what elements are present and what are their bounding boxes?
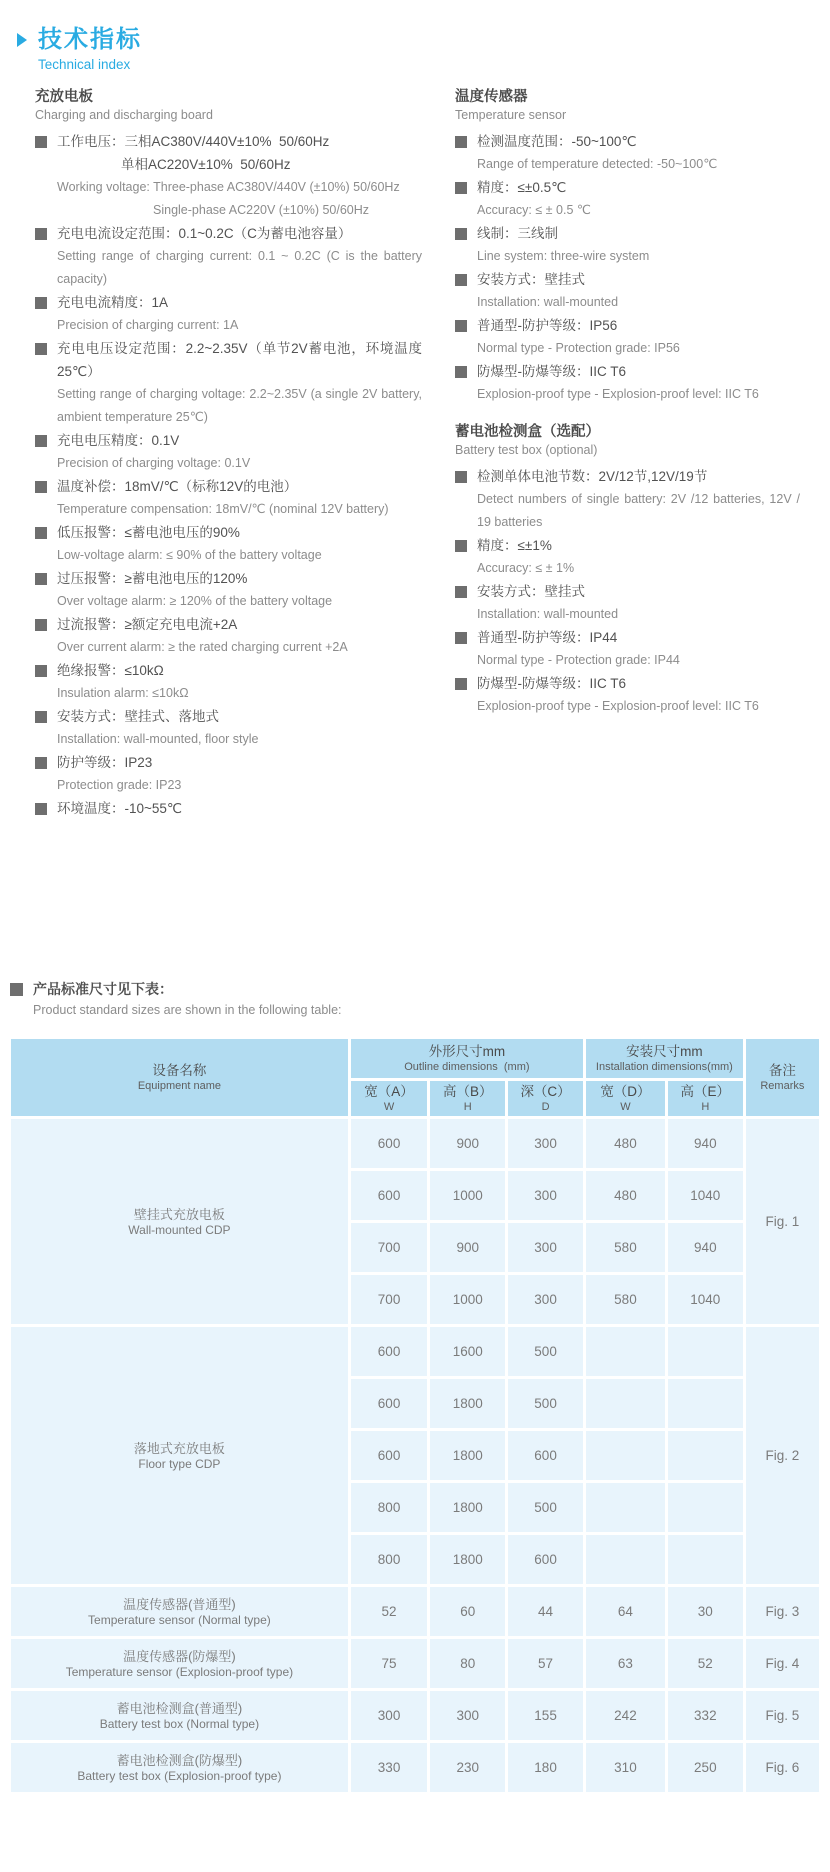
dimension-cell: 1800	[429, 1534, 507, 1586]
bullet-icon	[455, 136, 467, 148]
spec-item	[455, 130, 800, 176]
th-height-e-cn: 高（E）	[680, 1084, 731, 1099]
spec-line-cn	[35, 291, 422, 314]
equipment-name-en: Floor type CDP	[138, 1456, 221, 1471]
dimension-cell: 600	[349, 1326, 428, 1378]
equipment-name-cn: 落地式充放电板	[133, 1440, 225, 1456]
spec-cn-text: 充电电压设定范围：2.2~2.35V（单节2V蓄电池，环境温度25℃）	[57, 341, 422, 379]
spec-item	[455, 465, 800, 534]
th-height-e	[666, 1080, 744, 1118]
spec-cn-text: 精度：≤±0.5℃	[477, 180, 567, 195]
table-row	[10, 1638, 821, 1690]
dimension-cell: 60	[429, 1586, 507, 1638]
bullet-icon	[455, 471, 467, 483]
spec-line-cn	[455, 672, 800, 695]
dimension-cell: 600	[507, 1534, 585, 1586]
th-equipment-name	[10, 1038, 350, 1118]
section-title-cn: 充放电板	[35, 89, 93, 105]
spec-line-en: Precision of charging current: 1A	[57, 318, 239, 332]
spec-cn-text: 工作电压：三相AC380V/440V±10% 50/60Hz	[57, 134, 330, 149]
table-row	[10, 1586, 821, 1638]
dimension-cell: 500	[507, 1482, 585, 1534]
th-remarks-cn: 备注	[768, 1063, 796, 1078]
dimension-cell: 300	[507, 1222, 585, 1274]
spec-line-en: Installation: wall-mounted, floor style	[57, 732, 259, 746]
th-width-d	[584, 1080, 666, 1118]
spec-item	[455, 268, 800, 314]
th-remarks	[744, 1038, 820, 1118]
spec-cn-text: 安装方式：壁挂式、落地式	[57, 709, 219, 724]
spec-line-cn	[455, 626, 800, 649]
spec-item	[35, 222, 422, 291]
spec-line-cn	[455, 360, 800, 383]
size-table-body	[10, 1118, 821, 1794]
spec-cn-text: 充电电流精度：1A	[57, 295, 169, 310]
dimension-cell: 63	[584, 1638, 666, 1690]
dimension-cell	[666, 1534, 744, 1586]
th-height-b-cn: 高（B）	[442, 1084, 493, 1099]
spec-line-cn	[35, 475, 422, 498]
dimension-cell: 250	[666, 1742, 744, 1794]
table-row	[10, 1690, 821, 1742]
spec-cn-text: 普通型-防护等级：IP56	[477, 318, 618, 333]
spec-section	[455, 422, 800, 718]
th-width-a-en: W	[383, 1101, 395, 1113]
spec-line-cn	[35, 222, 422, 245]
bullet-icon	[35, 619, 47, 631]
bullet-icon	[35, 481, 47, 493]
size-table	[8, 1036, 822, 1795]
th-depth-c	[507, 1080, 585, 1118]
bullet-icon	[455, 540, 467, 552]
remark-cell: Fig. 1	[744, 1118, 820, 1326]
bullet-icon	[35, 527, 47, 539]
spec-item	[35, 130, 422, 222]
dimension-cell: 1800	[429, 1482, 507, 1534]
dimension-cell: 600	[507, 1430, 585, 1482]
spec-item	[35, 797, 422, 820]
spec-item	[455, 360, 800, 406]
dimension-cell: 332	[666, 1690, 744, 1742]
equipment-name-cn: 温度传感器(防爆型)	[123, 1648, 236, 1664]
spec-line-en: Installation: wall-mounted	[477, 295, 619, 309]
bullet-icon	[35, 665, 47, 677]
spec-line-cn	[455, 130, 800, 153]
spec-column-right	[455, 87, 800, 820]
dimension-cell: 700	[349, 1222, 428, 1274]
dimension-cell: 330	[349, 1742, 428, 1794]
dimension-cell	[666, 1430, 744, 1482]
spec-cn-text: 充电电流设定范围：0.1~0.2C（C为蓄电池容量）	[57, 226, 352, 241]
spec-line-en: Over current alarm: ≥ the rated charging current +2A	[57, 640, 348, 654]
spec-cn-text: 充电电压精度：0.1V	[57, 433, 180, 448]
spec-line-en: Normal type - Protection grade: IP56	[477, 341, 680, 355]
spec-line-en: Explosion-proof type - Explosion-proof level: IIC T6	[477, 387, 759, 401]
spec-line-en: Temperature compensation: 18mV/℃ (nominal 12V battery)	[57, 502, 389, 516]
dimension-cell: 1800	[429, 1378, 507, 1430]
spec-cn-text: 防护等级：IP23	[57, 755, 153, 770]
bullet-icon	[455, 182, 467, 194]
dimension-cell: 1040	[666, 1170, 744, 1222]
spec-item	[35, 567, 422, 613]
table-header-row-1	[10, 1038, 821, 1080]
th-depth-c-cn: 深（C）	[520, 1084, 571, 1099]
dimension-cell: 75	[349, 1638, 428, 1690]
spec-line-en: Low-voltage alarm: ≤ 90% of the battery voltage	[57, 548, 322, 562]
dimension-cell: 600	[349, 1170, 428, 1222]
dimension-cell	[584, 1534, 666, 1586]
th-install-en: Installation dimensions(mm)	[595, 1061, 733, 1073]
spec-cn-text: 安装方式：壁挂式	[477, 272, 585, 287]
dimension-cell: 155	[507, 1690, 585, 1742]
th-width-d-cn: 宽（D）	[600, 1084, 651, 1099]
page-title-en: Technical index	[38, 57, 131, 72]
section-title-en: Battery test box (optional)	[455, 443, 598, 457]
section-title-en: Temperature sensor	[455, 108, 567, 122]
size-table-header	[10, 1038, 821, 1118]
spec-cn-text: 低压报警：≤蓄电池电压的90%	[57, 525, 240, 540]
dimension-cell	[584, 1326, 666, 1378]
spec-item	[455, 534, 800, 580]
spec-line-cn	[455, 314, 800, 337]
th-height-e-en: H	[701, 1101, 710, 1113]
spec-line-en: Accuracy: ≤ ± 1%	[477, 561, 575, 575]
th-width-d-en: W	[620, 1101, 631, 1113]
spec-line-cn	[35, 337, 422, 383]
dimension-cell	[666, 1378, 744, 1430]
dimension-cell: 52	[666, 1638, 744, 1690]
spec-line-en: Setting range of charging current: 0.1 ~ 0.2C (C is the battery capacity)	[57, 249, 422, 286]
dimension-cell: 940	[666, 1222, 744, 1274]
spec-line-en: Setting range of charging voltage: 2.2~2.35V (a single 2V battery, ambient temperature 25℃)	[57, 387, 422, 424]
bullet-icon	[455, 274, 467, 286]
th-height-b	[429, 1080, 507, 1118]
bullet-icon	[455, 586, 467, 598]
spec-line-cn	[35, 613, 422, 636]
dimension-cell: 500	[507, 1378, 585, 1430]
spec-item	[35, 613, 422, 659]
dimension-cell: 180	[507, 1742, 585, 1794]
spec-cn-text: 精度：≤±1%	[477, 538, 552, 553]
spec-cn-text: 普通型-防护等级：IP44	[477, 630, 618, 645]
dimension-cell	[584, 1378, 666, 1430]
equipment-name-en: Wall-mounted CDP	[128, 1222, 231, 1237]
section-heading	[455, 87, 800, 124]
section-arrow-icon	[17, 33, 27, 47]
th-height-b-en: H	[463, 1101, 472, 1113]
dimension-cell: 242	[584, 1690, 666, 1742]
equipment-name-cn: 蓄电池检测盒(普通型)	[116, 1700, 243, 1716]
bullet-icon	[455, 320, 467, 332]
spec-cn-text: 温度补偿：18mV/℃（标称12V的电池）	[57, 479, 298, 494]
spec-cn-text: 线制：三线制	[477, 226, 558, 241]
bullet-icon	[35, 136, 47, 148]
dimension-cell: 1000	[429, 1274, 507, 1326]
spec-cn-text: 过流报警：≥额定充电电流+2A	[57, 617, 238, 632]
dimension-cell: 310	[584, 1742, 666, 1794]
dimension-cell: 940	[666, 1118, 744, 1170]
equipment-name-cell	[10, 1742, 350, 1794]
spec-line-cn	[455, 580, 800, 603]
dimension-cell: 600	[349, 1430, 428, 1482]
dimension-cell: 300	[507, 1274, 585, 1326]
remark-cell: Fig. 3	[744, 1586, 820, 1638]
spec-line-cn	[35, 521, 422, 544]
spec-line-cn	[35, 130, 422, 153]
spec-line-en: Detect numbers of single battery: 2V /12 batteries, 12V / 19 batteries	[477, 492, 800, 529]
spec-item	[35, 475, 422, 521]
spec-line-cn	[35, 659, 422, 682]
spec-item	[35, 429, 422, 475]
section-title-en: Charging and discharging board	[35, 108, 213, 122]
bullet-icon	[35, 297, 47, 309]
spec-line-cn	[35, 429, 422, 452]
equipment-name-cell	[10, 1326, 350, 1586]
spec-item	[35, 705, 422, 751]
equipment-name-cn: 温度传感器(普通型)	[123, 1596, 236, 1612]
spec-line-en: Precision of charging voltage: 0.1V	[57, 456, 251, 470]
spec-section	[455, 87, 800, 406]
remark-cell: Fig. 4	[744, 1638, 820, 1690]
equipment-name-cn: 蓄电池检测盒(防爆型)	[116, 1752, 243, 1768]
table-row	[10, 1118, 821, 1170]
bullet-icon	[10, 983, 23, 996]
equipment-name-en: Battery test box (Explosion-proof type)	[77, 1768, 282, 1783]
spec-cn-text: 绝缘报警：≤10kΩ	[57, 663, 164, 678]
equipment-name-en: Battery test box (Normal type)	[99, 1716, 260, 1731]
dimension-cell: 1040	[666, 1274, 744, 1326]
spec-line-cn	[455, 268, 800, 291]
spec-item	[35, 291, 422, 337]
spec-line-en: Range of temperature detected: -50~100℃	[477, 157, 718, 171]
spec-line-en: Explosion-proof type - Explosion-proof level: IIC T6	[477, 699, 759, 713]
equipment-name-cell	[10, 1638, 350, 1690]
spec-item	[35, 751, 422, 797]
equipment-name-cn: 壁挂式充放电板	[133, 1206, 225, 1222]
spec-item	[455, 580, 800, 626]
spec-cn-text: 检测单体电池节数：2V/12节,12V/19节	[477, 469, 708, 484]
dimension-cell: 44	[507, 1586, 585, 1638]
dimension-cell	[584, 1430, 666, 1482]
dimension-cell: 64	[584, 1586, 666, 1638]
th-install-cn: 安装尺寸mm	[626, 1044, 703, 1059]
spec-column-left	[35, 87, 422, 820]
table-row	[10, 1326, 821, 1378]
dimension-cell: 300	[507, 1170, 585, 1222]
remark-cell: Fig. 2	[744, 1326, 820, 1586]
spec-line-en: Insulation alarm: ≤10kΩ	[57, 686, 189, 700]
equipment-name-cell	[10, 1690, 350, 1742]
spec-item	[455, 314, 800, 360]
dimension-cell: 800	[349, 1482, 428, 1534]
dimension-cell: 1600	[429, 1326, 507, 1378]
section-heading	[455, 422, 800, 459]
dimension-cell: 580	[584, 1274, 666, 1326]
bullet-icon	[35, 757, 47, 769]
dimension-cell: 52	[349, 1586, 428, 1638]
spec-line-cn	[455, 534, 800, 557]
spec-section	[35, 87, 422, 820]
dimension-cell: 900	[429, 1118, 507, 1170]
bullet-icon	[35, 435, 47, 447]
dimension-cell: 30	[666, 1586, 744, 1638]
spec-line-en: Single-phase AC220V (±10%) 50/60Hz	[153, 203, 370, 217]
spec-item	[455, 176, 800, 222]
spec-item	[35, 659, 422, 705]
spec-cn-text: 检测温度范围：-50~100℃	[477, 134, 637, 149]
spec-line-en: Line system: three-wire system	[477, 249, 650, 263]
dimension-cell: 580	[584, 1222, 666, 1274]
remark-cell: Fig. 5	[744, 1690, 820, 1742]
dimension-cell	[666, 1326, 744, 1378]
section-title-cn: 温度传感器	[455, 89, 528, 105]
spec-line-en: Installation: wall-mounted	[477, 607, 619, 621]
dimension-cell: 800	[349, 1534, 428, 1586]
bullet-icon	[455, 228, 467, 240]
spec-item	[35, 521, 422, 567]
spec-line-en: Protection grade: IP23	[57, 778, 182, 792]
table-note	[10, 978, 830, 1020]
table-row	[10, 1742, 821, 1794]
th-outline-en: Outline dimensions (mm)	[404, 1061, 530, 1073]
spec-line-cn	[455, 465, 800, 488]
th-width-a	[349, 1080, 428, 1118]
dimension-cell: 1800	[429, 1430, 507, 1482]
equipment-name-en: Temperature sensor (Explosion-proof type)	[65, 1664, 294, 1679]
dimension-cell: 230	[429, 1742, 507, 1794]
spec-line-cn	[35, 705, 422, 728]
bullet-icon	[35, 343, 47, 355]
bullet-icon	[455, 366, 467, 378]
bullet-icon	[455, 632, 467, 644]
th-outline-group	[349, 1038, 584, 1080]
spec-line-cn	[35, 797, 422, 820]
bullet-icon	[455, 678, 467, 690]
th-install-group	[584, 1038, 744, 1080]
dimension-cell: 480	[584, 1118, 666, 1170]
bullet-icon	[35, 573, 47, 585]
dimension-cell: 1000	[429, 1170, 507, 1222]
spec-item	[455, 672, 800, 718]
dimension-cell: 300	[429, 1690, 507, 1742]
spec-line-en: Normal type - Protection grade: IP44	[477, 653, 680, 667]
dimension-cell: 480	[584, 1170, 666, 1222]
dimension-cell: 600	[349, 1378, 428, 1430]
dimension-cell	[666, 1482, 744, 1534]
spec-cn-text: 环境温度：-10~55℃	[57, 801, 183, 816]
dimension-cell: 600	[349, 1118, 428, 1170]
dimension-cell: 57	[507, 1638, 585, 1690]
page-header	[0, 26, 830, 74]
spec-cn-text: 防爆型-防爆等级：IIC T6	[477, 364, 627, 379]
spec-item	[455, 626, 800, 672]
spec-cn-text: 安装方式：壁挂式	[477, 584, 585, 599]
th-outline-cn: 外形尺寸mm	[428, 1044, 506, 1059]
spec-item	[455, 222, 800, 268]
spec-line-en: Accuracy: ≤ ± 0.5 ℃	[477, 203, 591, 217]
th-equipment-name-en: Equipment name	[137, 1080, 221, 1092]
dimension-cell: 300	[349, 1690, 428, 1742]
bullet-icon	[35, 711, 47, 723]
spec-cn-text: 过压报警：≥蓄电池电压的120%	[57, 571, 248, 586]
bullet-icon	[35, 228, 47, 240]
spec-item	[35, 337, 422, 429]
remark-cell: Fig. 6	[744, 1742, 820, 1794]
bullet-icon	[35, 803, 47, 815]
spec-line-cn	[455, 176, 800, 199]
spec-cn-text: 单相AC220V±10% 50/60Hz	[121, 157, 291, 172]
spec-line-cn	[35, 751, 422, 774]
spec-columns	[0, 87, 830, 820]
spec-line-cn	[455, 222, 800, 245]
th-remarks-en: Remarks	[760, 1080, 805, 1092]
equipment-name-cell	[10, 1586, 350, 1638]
title-row	[0, 26, 830, 54]
section-heading	[35, 87, 422, 124]
page-title-cn: 技术指标	[38, 26, 142, 53]
equipment-name-cell	[10, 1118, 350, 1326]
section-title-cn: 蓄电池检测盒（选配）	[455, 424, 600, 440]
table-note-cn	[10, 978, 830, 1000]
table-note-cn-text: 产品标准尺寸见下表：	[33, 981, 173, 997]
spec-cn-text: 防爆型-防爆等级：IIC T6	[477, 676, 627, 691]
dimension-cell: 300	[507, 1118, 585, 1170]
dimension-cell: 700	[349, 1274, 428, 1326]
spec-line-cn	[35, 153, 422, 176]
table-note-en: Product standard sizes are shown in the following table:	[33, 1003, 342, 1017]
equipment-name-en: Temperature sensor (Normal type)	[88, 1612, 271, 1627]
dimension-cell: 500	[507, 1326, 585, 1378]
spec-line-en: Over voltage alarm: ≥ 120% of the battery voltage	[57, 594, 333, 608]
th-equipment-name-cn: 设备名称	[152, 1063, 207, 1078]
th-depth-c-en: D	[541, 1101, 550, 1113]
dimension-cell: 900	[429, 1222, 507, 1274]
dimension-cell: 80	[429, 1638, 507, 1690]
spec-line-cn	[35, 567, 422, 590]
dimension-cell	[584, 1482, 666, 1534]
spec-line-en: Working voltage: Three-phase AC380V/440V (±10%) 50/60Hz	[57, 180, 400, 194]
th-width-a-cn: 宽（A）	[364, 1084, 414, 1099]
